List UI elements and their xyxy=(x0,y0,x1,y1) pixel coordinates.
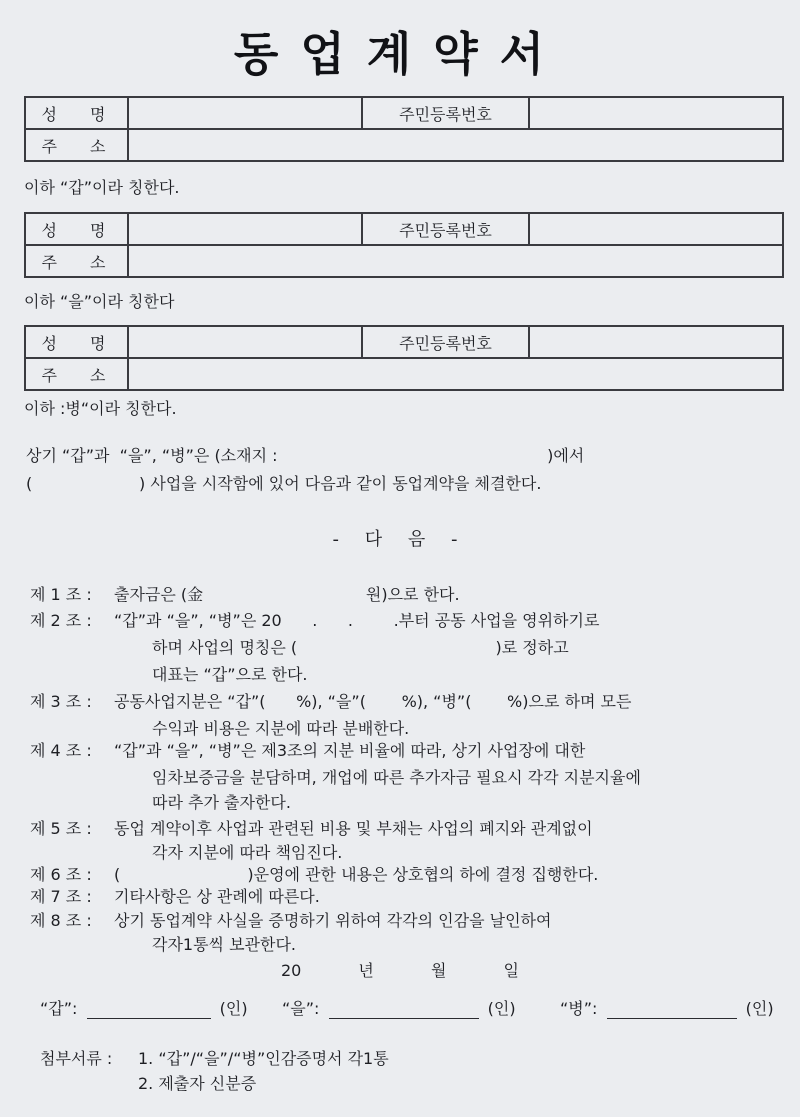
attachment-item: 1. “갑”/“을”/“병”인감증명서 각1통 xyxy=(138,1049,389,1068)
article-number: 제 6 조 : xyxy=(30,865,92,884)
reg-number-label: 주민등록번호 xyxy=(362,97,529,129)
intro-line: 상기 “갑”과 “을”, “병”은 (소재지 : )에서 xyxy=(26,446,585,465)
signature-line[interactable] xyxy=(329,1000,479,1019)
name-label: 성 명 xyxy=(25,97,128,129)
article-line: 임차보증금을 분담하며, 개업에 따른 추가자금 필요시 각각 지분지율에 xyxy=(152,768,641,787)
article-line: “갑”과 “을”, “병”은 제3조의 지분 비율에 따라, 상기 사업장에 대한 xyxy=(114,741,586,760)
seal-mark: (인) xyxy=(487,999,516,1018)
date-day-unit: 일 xyxy=(503,961,520,980)
article-line: 동업 계약이후 사업과 관련된 비용 및 부채는 사업의 폐지와 관계없이 xyxy=(114,819,593,838)
signature-line[interactable] xyxy=(607,1000,737,1019)
reg-number-field[interactable] xyxy=(529,326,783,358)
article-number: 제 2 조 : xyxy=(30,611,92,630)
contract-date xyxy=(0,958,800,981)
article-line: 대표는 “갑”으로 한다. xyxy=(152,665,308,684)
reg-number-label: 주민등록번호 xyxy=(362,326,529,358)
article-line: ( )운영에 관한 내용은 상호협의 하에 결정 집행한다. xyxy=(114,865,599,884)
article-number: 제 8 조 : xyxy=(30,911,92,930)
party-note: 이하 “갑”이라 칭한다. xyxy=(24,178,180,197)
party-note: 이하 “을”이라 칭한다 xyxy=(24,292,175,311)
party-note: 이하 :병“이라 칭한다. xyxy=(24,399,177,418)
name-field[interactable] xyxy=(128,326,362,358)
party-table-byeong xyxy=(24,325,784,391)
article-line: 출자금은 (金 원)으로 한다. xyxy=(114,585,460,604)
article-line: 각자 지분에 따라 책임진다. xyxy=(152,843,343,862)
intro-line: ( ) 사업을 시작함에 있어 다음과 같이 동업계약을 체결한다. xyxy=(26,474,542,493)
reg-number-field[interactable] xyxy=(529,213,783,245)
address-field[interactable] xyxy=(128,129,783,161)
article-line: 상기 동업계약 사실을 증명하기 위하여 각각의 인감을 날인하여 xyxy=(114,911,552,930)
document-title: 동업계약서 xyxy=(233,27,567,81)
reg-number-label: 주민등록번호 xyxy=(362,213,529,245)
article-line: 따라 추가 출자한다. xyxy=(152,793,291,812)
article-number: 제 7 조 : xyxy=(30,887,92,906)
section-separator: - 다 음 - xyxy=(332,529,468,550)
signature-party: “병”: xyxy=(560,999,598,1018)
name-field[interactable] xyxy=(128,213,362,245)
date-month-unit: 월 xyxy=(430,961,447,980)
date-year: 20 xyxy=(280,961,302,980)
name-label: 성 명 xyxy=(25,326,128,358)
seal-mark: (인) xyxy=(745,999,774,1018)
article-number: 제 3 조 : xyxy=(30,692,92,711)
signature-party: “을”: xyxy=(282,999,320,1018)
signature-eul xyxy=(282,996,516,1019)
address-field[interactable] xyxy=(128,358,783,390)
article-line: 하며 사업의 명칭은 ( )로 정하고 xyxy=(152,638,569,657)
article-number: 제 1 조 : xyxy=(30,585,92,604)
attachment-item: 2. 제출자 신분증 xyxy=(138,1074,257,1093)
party-table-gap xyxy=(24,96,784,162)
name-field[interactable] xyxy=(128,97,362,129)
party-table-eul xyxy=(24,212,784,278)
article-line: 수익과 비용은 지분에 따라 분배한다. xyxy=(152,719,410,738)
seal-mark: (인) xyxy=(219,999,248,1018)
article-line: “갑”과 “을”, “병”은 20 . . .부터 공동 사업을 영위하기로 xyxy=(114,611,600,630)
address-label: 주 소 xyxy=(25,245,128,277)
signature-byeong xyxy=(560,996,774,1019)
article-line: 각자1통씩 보관한다. xyxy=(152,935,296,954)
date-year-unit: 년 xyxy=(358,961,374,980)
name-label: 성 명 xyxy=(25,213,128,245)
signature-line[interactable] xyxy=(87,1000,211,1019)
article-number: 제 5 조 : xyxy=(30,819,92,838)
attachments-label: 첨부서류 : xyxy=(40,1049,113,1068)
article-line: 공동사업지분은 “갑”( %), “을”( %), “병”( %)으로 하며 모든 xyxy=(114,692,632,711)
article-line: 기타사항은 상 관례에 따른다. xyxy=(114,887,320,906)
reg-number-field[interactable] xyxy=(529,97,783,129)
signature-gap xyxy=(40,996,248,1019)
address-label: 주 소 xyxy=(25,358,128,390)
article-number: 제 4 조 : xyxy=(30,741,92,760)
signature-party: “갑”: xyxy=(40,999,78,1018)
address-field[interactable] xyxy=(128,245,783,277)
address-label: 주 소 xyxy=(25,129,128,161)
